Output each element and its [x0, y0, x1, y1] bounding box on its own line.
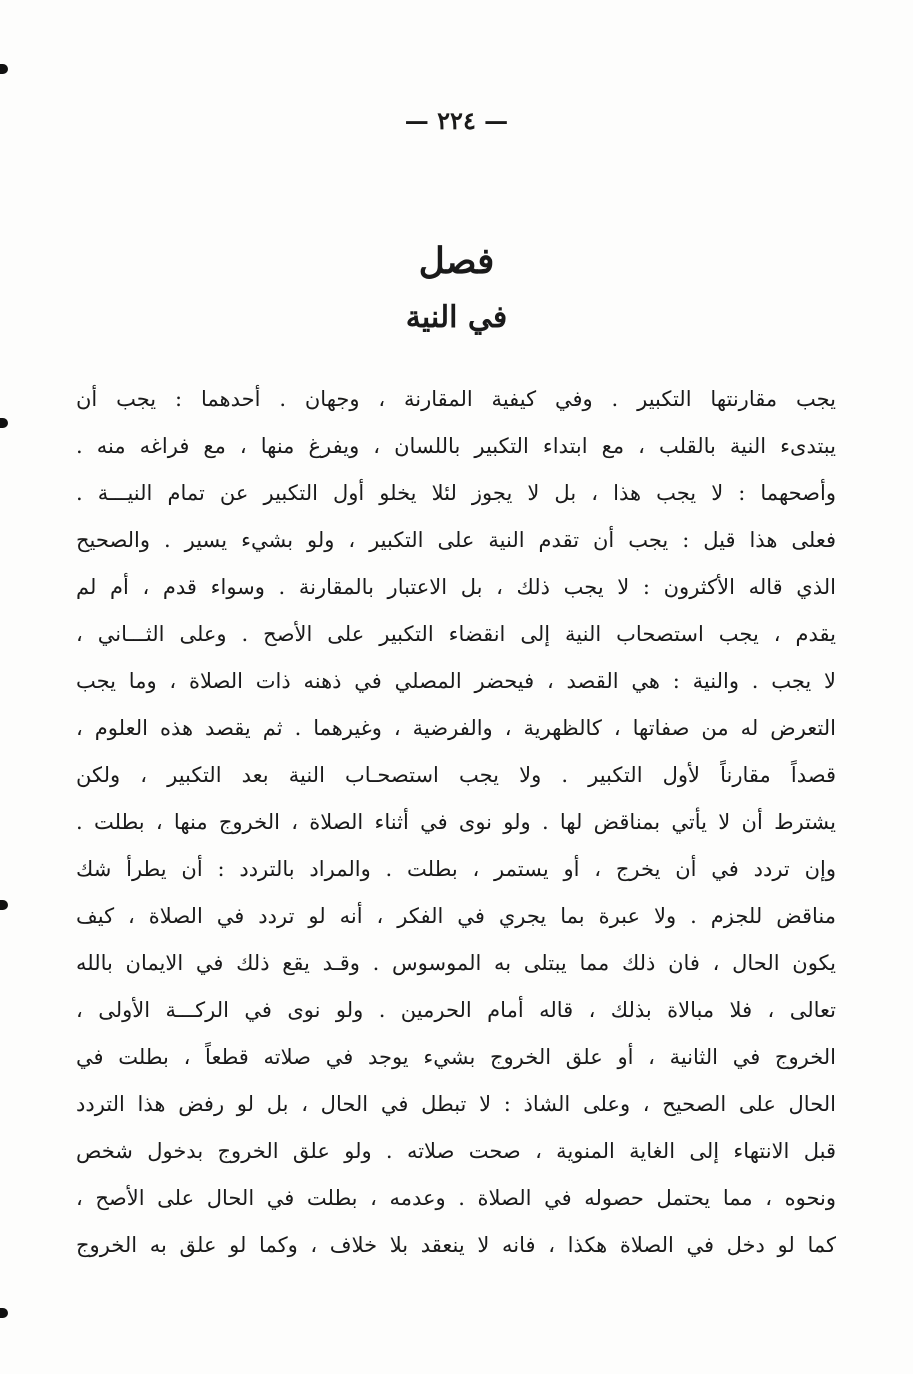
body-text [76, 376, 836, 1269]
margin-mark [0, 418, 8, 428]
text-line: ونحوه ، مما يحتمل حصوله في الصلاة . وعدمه ، بطلت في الحال على الأصح ، [76, 1186, 836, 1210]
text-line: الحال على الصحيح ، وعلى الشاذ : لا تبطل في الحال ، بل لو رفض هذا التردد [76, 1092, 836, 1116]
text-line: وإن تردد في أن يخرج ، أو يستمر ، بطلت . والمراد بالتردد : أن يطرأ شك [76, 857, 836, 881]
text-line: مناقض للجزم . ولا عبرة بما يجري في الفكر ، أنه لو تردد في الصلاة ، كيف [76, 904, 836, 928]
page-number: — ٢٢٤ — [404, 106, 509, 135]
text-line: قبل الانتهاء إلى الغاية المنوية ، صحت صلاته . ولو علق الخروج بدخول شخص [76, 1139, 836, 1163]
text-line: الذي قاله الأكثرون : لا يجب ذلك ، بل الاعتبار بالمقارنة . وسواء قدم ، أم لم [76, 575, 836, 599]
text-line: الخروج في الثانية ، أو علق الخروج بشيء يوجد في صلاته قطعاً ، بطلت في [76, 1045, 836, 1069]
text-line: يشترط أن لا يأتي بمناقض لها . ولو نوى في أثناء الصلاة ، الخروج منها ، بطلت . [76, 810, 836, 834]
text-line: يقدم ، يجب استصحاب النية إلى انقضاء التكبير على الأصح . وعلى الثـــاني ، [76, 622, 836, 646]
text-line: يبتدىء النية بالقلب ، مع ابتداء التكبير باللسان ، ويفرغ منها ، مع فراغه منه . [76, 434, 836, 458]
text-line: التعرض له من صفاتها ، كالظهرية ، والفرضية ، وغيرهما . ثم يقصد هذه العلوم ، [76, 716, 836, 740]
chapter-subtitle: في النية [405, 300, 508, 335]
text-line: تعالى ، فلا مبالاة بذلك ، قاله أمام الحرمين . ولو نوى في الركـــة الأولى ، [76, 998, 836, 1022]
margin-mark [0, 900, 8, 910]
margin-mark [0, 64, 8, 74]
text-line: يكون الحال ، فان ذلك مما يبتلى به الموسوس . وقـد يقع ذلك في الايمان بالله [76, 951, 836, 975]
margin-mark [0, 1308, 8, 1318]
text-line: يجب مقارنتها التكبير . وفي كيفية المقارنة ، وجهان . أحدهما : يجب أن [76, 387, 836, 411]
chapter-title: فصل [418, 240, 495, 282]
text-line: قصداً مقارناً لأول التكبير . ولا يجب استصحـاب النية بعد التكبير ، ولكن [76, 763, 836, 787]
text-line: كما لو دخل في الصلاة هكذا ، فانه لا ينعقد بلا خلاف ، وكما لو علق به الخروج [76, 1233, 836, 1257]
text-line: وأصحهما : لا يجب هذا ، بل لا يجوز لئلا يخلو أول التكبير عن تمام النيـــة . [76, 481, 836, 505]
text-line: فعلى هذا قيل : يجب أن تقدم النية على التكبير ، ولو بشيء يسير . والصحيح [76, 528, 836, 552]
text-line: لا يجب . والنية : هي القصد ، فيحضر المصلي في ذهنه ذات الصلاة ، وما يجب [76, 669, 836, 693]
